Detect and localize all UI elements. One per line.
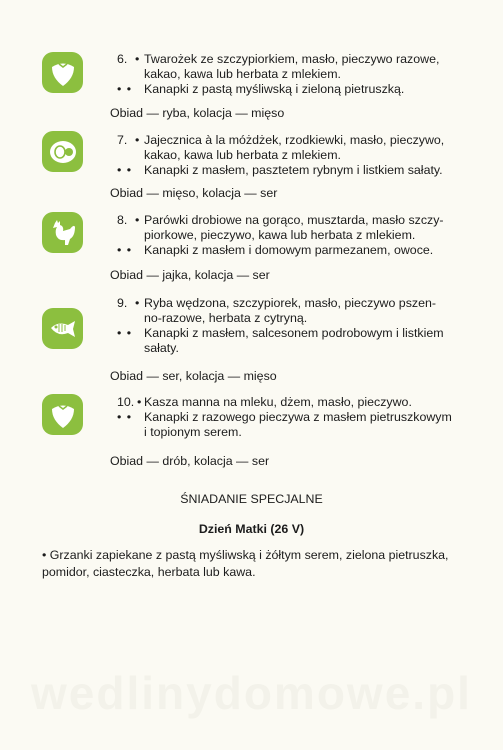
day-8-entry <box>117 213 467 258</box>
item-line: kakao, kawa lub herbata z mlekiem. <box>144 148 341 162</box>
rooster-icon <box>42 212 83 253</box>
bullet: • • <box>117 326 133 340</box>
item-line: piorkowe, pieczywo, kawa lub herbata z mlekiem. <box>144 228 416 242</box>
item-line: Kanapki z masłem, salcesonem podrobowym i listkiem <box>144 326 444 340</box>
day-number: 6. <box>117 52 128 66</box>
item-line: no-razowe, herbata z cytryną. <box>144 311 308 325</box>
bullet: • <box>135 133 140 147</box>
bullet: • • <box>117 82 133 96</box>
day-10-entry <box>117 395 467 440</box>
obiad-line: Obiad — mięso, kolacja — ser <box>110 186 278 200</box>
special-day: Dzień Matki (26 V) <box>198 522 305 536</box>
bullet: • <box>135 52 140 66</box>
day-9-entry <box>117 296 467 356</box>
fish-icon <box>42 308 83 349</box>
obiad-line: Obiad — ser, kolacja — mięso <box>110 369 277 383</box>
special-heading: ŚNIADANIE SPECJALNE <box>180 492 323 506</box>
bullet: • <box>135 213 140 227</box>
day-number: 7. <box>117 133 128 147</box>
day-7-entry <box>117 133 467 178</box>
item-line: Twarożek ze szczypiorkiem, masło, pieczywo razowe, <box>144 52 440 66</box>
watermark: wedlinydomowe.pl <box>31 667 472 719</box>
item-line: Kanapki z razowego pieczywa z masłem pietruszkowym <box>144 410 452 424</box>
obiad-line: Obiad — drób, kolacja — ser <box>110 454 270 468</box>
strawberry-icon <box>42 394 83 435</box>
egg-icon <box>42 131 83 172</box>
item-line: sałaty. <box>144 341 179 355</box>
item-line: Kanapki z masłem i domowym parmezanem, owoce. <box>144 243 434 257</box>
obiad-line: Obiad — jajka, kolacja — ser <box>110 268 270 282</box>
bullet: • <box>137 395 142 409</box>
bullet: • <box>135 296 140 310</box>
item-line: Kasza manna na mleku, dżem, masło, pieczywo. <box>144 395 412 409</box>
bullet: • • <box>117 243 133 257</box>
item-line: Ryba wędzona, szczypiorek, masło, pieczywo pszen- <box>144 296 436 310</box>
item-line: Jajecznica à la móżdżek, rzodkiewki, masło, pieczywo, <box>144 133 445 147</box>
day-number: 9. <box>117 296 128 310</box>
obiad-line: Obiad — ryba, kolacja — mięso <box>110 106 285 120</box>
bullet: • • <box>117 410 133 424</box>
item-line: kakao, kawa lub herbata z mlekiem. <box>144 67 341 81</box>
special-text: • Grzanki zapiekane z pastą myśliwską i żółtym serem, zielona pietruszka, pomidor, ciasteczka, herbata lub kawa. <box>42 548 449 579</box>
item-line: i topionym serem. <box>144 425 242 439</box>
day-number: 10. <box>117 395 135 409</box>
strawberry-icon <box>42 52 83 93</box>
bullet: • • <box>117 163 133 177</box>
day-number: 8. <box>117 213 128 227</box>
item-line: Kanapki z pastą myśliwską i zieloną pietruszką. <box>144 82 405 96</box>
day-6-entry <box>117 52 467 97</box>
item-line: Kanapki z masłem, pasztetem rybnym i listkiem sałaty. <box>144 163 443 177</box>
item-line: Parówki drobiowe na gorąco, musztarda, masło szczy- <box>144 213 444 227</box>
